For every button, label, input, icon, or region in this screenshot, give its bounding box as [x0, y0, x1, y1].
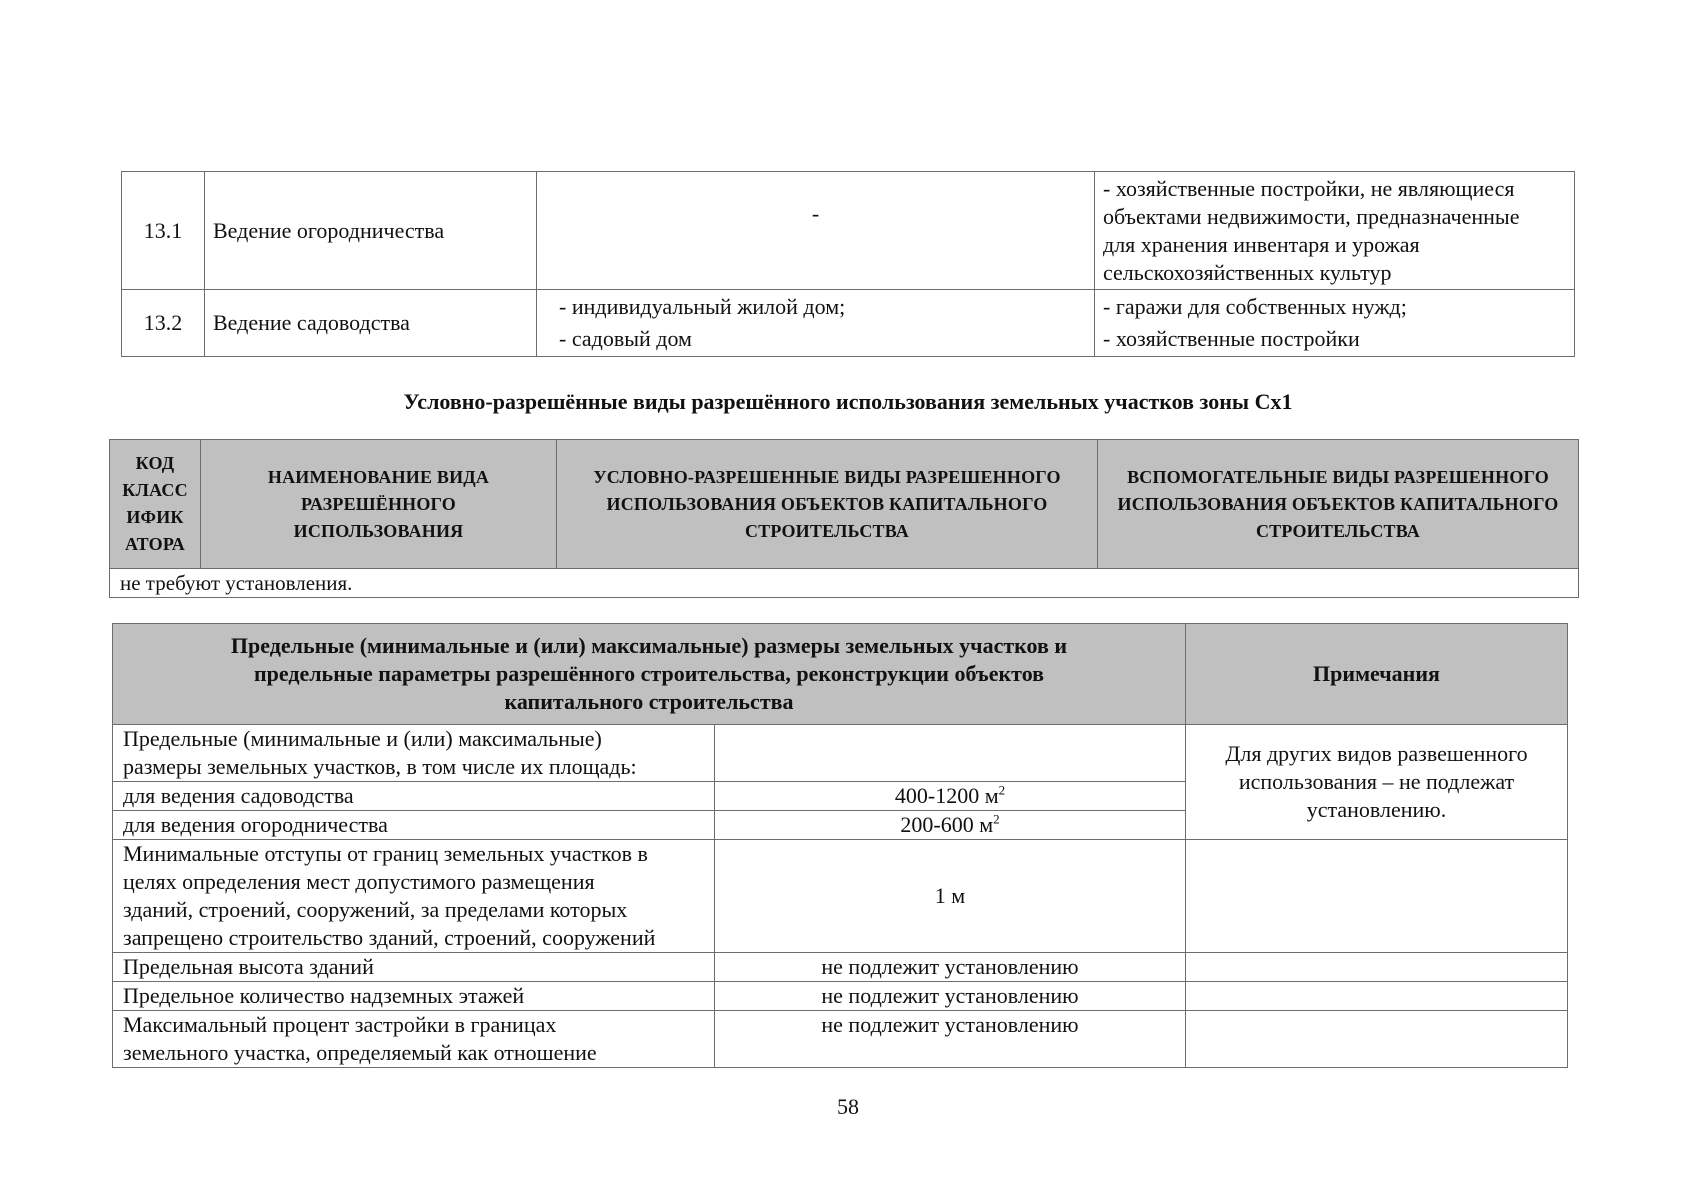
table-row [113, 953, 1568, 982]
header-line: ИСПОЛЬЗОВАНИЯ ОБЪЕКТОВ КАПИТАЛЬНОГО [606, 493, 1048, 514]
header-line: Предельные (минимальные и (или) максимальные) размеры земельных участков и [230, 633, 1068, 658]
section-heading: Условно-разрешённые виды разрешённого использования земельных участков зоны Сх1 [403, 389, 1293, 414]
param-value [715, 811, 1186, 840]
param-label [113, 725, 715, 782]
row-code: 13.2 [122, 290, 205, 357]
label-line: Минимальные отступы от границ земельных участков в [123, 841, 648, 866]
header-code [110, 440, 201, 569]
note-cell: не требуют установления. [110, 569, 1579, 598]
unit-superscript: 2 [998, 782, 1006, 798]
header-line: ИСПОЛЬЗОВАНИЯ [293, 520, 464, 541]
parameters-table [112, 623, 1568, 1068]
label-line: размеры земельных участков, в том числе их площадь: [123, 754, 637, 779]
label-line: Предельные (минимальные и (или) максимальные) [123, 726, 602, 751]
param-label [113, 840, 715, 953]
aux-use-line: сельскохозяйственных культур [1103, 259, 1392, 285]
value-text: 400-1200 м [894, 783, 999, 808]
param-label: для ведения огородничества [113, 811, 715, 840]
table-row [113, 1011, 1568, 1068]
label-line: зданий, строений, сооружений, за пределами которых [123, 897, 628, 922]
table-row [113, 982, 1568, 1011]
main-uses-cell [537, 290, 1095, 357]
header-line: СТРОИТЕЛЬСТВА [744, 520, 909, 541]
header-conditional [557, 440, 1098, 569]
param-value: 1 м [715, 840, 1186, 953]
header-line: ВСПОМОГАТЕЛЬНЫЕ ВИДЫ РАЗРЕШЕННОГО [1127, 466, 1549, 487]
header-line: ИФИК [126, 507, 184, 527]
header-line: СТРОИТЕЛЬСТВА [1255, 520, 1420, 541]
param-value: не подлежит установлению [715, 982, 1186, 1011]
header-line: предельные параметры разрешённого строительства, реконструкции объектов [253, 661, 1045, 686]
notes-cell [1186, 840, 1568, 953]
table-header-row [110, 440, 1579, 569]
header-name [201, 440, 557, 569]
header-line: капитального строительства [504, 689, 794, 714]
param-label: Предельное количество надземных этажей [113, 982, 715, 1011]
header-line: КЛАСС [122, 480, 188, 500]
param-value [715, 782, 1186, 811]
aux-uses-cell [1095, 290, 1575, 357]
value-text: 200-600 м [900, 812, 994, 837]
param-label: Предельная высота зданий [113, 953, 715, 982]
notes-cell [1186, 982, 1568, 1011]
table-row [113, 840, 1568, 953]
note-line: использования – не подлежат [1238, 769, 1515, 794]
aux-use-line: объектами недвижимости, предназначенные [1103, 203, 1520, 229]
param-value [715, 725, 1186, 782]
label-line: Максимальный процент застройки в границах [123, 1012, 557, 1037]
aux-use-line: для хранения инвентаря и урожая [1103, 231, 1420, 257]
table-row [110, 569, 1579, 598]
aux-use-item: - хозяйственные постройки [1103, 326, 1360, 351]
header-line: ИСПОЛЬЗОВАНИЯ ОБЪЕКТОВ КАПИТАЛЬНОГО [1117, 493, 1559, 514]
param-label: для ведения садоводства [113, 782, 715, 811]
param-value: не подлежит установлению [715, 1011, 1186, 1068]
aux-use-item: - гаражи для собственных нужд; [1103, 294, 1407, 319]
row-code: 13.1 [122, 172, 205, 290]
main-use-item: - [811, 201, 820, 226]
header-line: КОД [135, 453, 175, 473]
table-row [113, 725, 1568, 782]
permitted-uses-table [121, 171, 1575, 357]
unit-superscript: 2 [993, 811, 1000, 827]
label-line: запрещено строительство зданий, строений, сооружений [123, 925, 656, 950]
header-line: АТОРА [125, 534, 185, 554]
label-line: земельного участка, определяемый как отношение [123, 1040, 597, 1065]
notes-cell [1186, 953, 1568, 982]
notes-cell [1186, 1011, 1568, 1068]
header-parameters [113, 624, 1186, 725]
notes-cell [1186, 725, 1568, 840]
conditional-uses-table [109, 439, 1579, 598]
label-line: целях определения мест допустимого размещения [123, 869, 595, 894]
header-auxiliary [1098, 440, 1579, 569]
param-value: не подлежит установлению [715, 953, 1186, 982]
row-name: Ведение огородничества [205, 172, 537, 290]
note-line: Для других видов развешенного [1225, 741, 1528, 766]
main-use-item: - индивидуальный жилой дом; [559, 294, 846, 319]
page-number: 58 [837, 1094, 859, 1119]
aux-uses-cell [1095, 172, 1575, 290]
table-row [122, 172, 1575, 290]
header-line: РАЗРЕШЁННОГО [301, 493, 456, 514]
main-use-item: - садовый дом [559, 326, 692, 351]
main-uses-cell [537, 172, 1095, 290]
aux-use-line: - хозяйственные постройки, не являющиеся [1103, 175, 1515, 201]
table-row [122, 290, 1575, 357]
param-label [113, 1011, 715, 1068]
note-line: установлению. [1306, 797, 1447, 822]
header-line: УСЛОВНО-РАЗРЕШЕННЫЕ ВИДЫ РАЗРЕШЕННОГО [593, 466, 1061, 487]
header-line: НАИМЕНОВАНИЕ ВИДА [267, 466, 490, 487]
header-notes: Примечания [1186, 624, 1568, 725]
table-header-row [113, 624, 1568, 725]
row-name: Ведение садоводства [205, 290, 537, 357]
